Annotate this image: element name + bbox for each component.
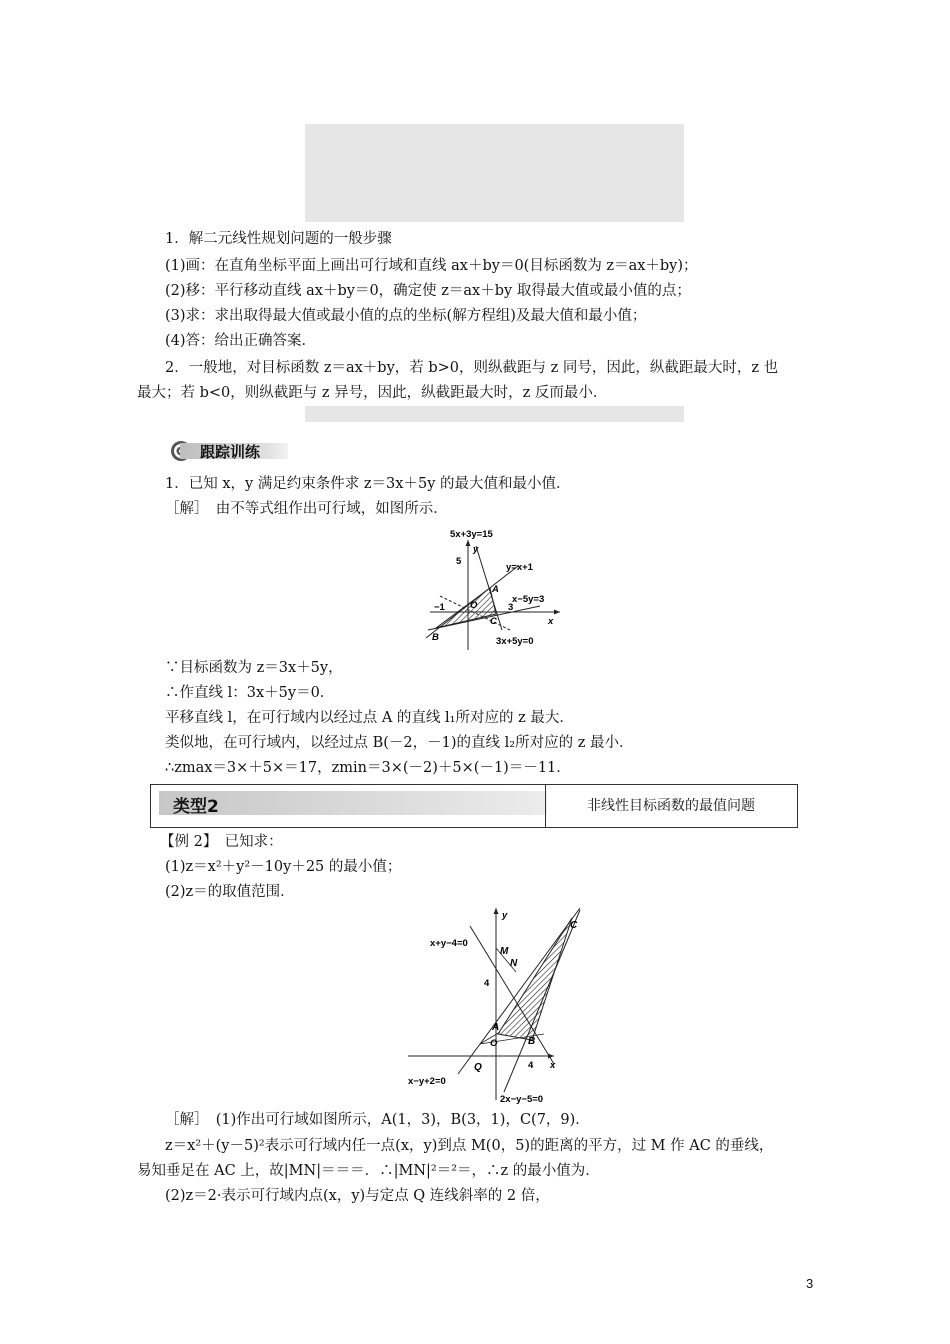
feasible-region-figure-1 <box>420 526 570 652</box>
example2-question-1: (1)z＝x²＋y²－10y＋25 的最小值； <box>165 859 402 875</box>
training-heading-text: 跟踪训练 <box>200 443 261 461</box>
label-B: B <box>528 1036 536 1047</box>
label-B: B <box>432 632 439 643</box>
label-yx1: y=x+1 <box>506 562 533 573</box>
label-3: 3 <box>508 602 514 613</box>
example2-label: 【例 2】 已知求： <box>160 834 283 850</box>
label-C: C <box>490 616 497 627</box>
line-xy2 <box>458 908 580 1074</box>
label-x5y3: x−5y=3 <box>512 594 545 605</box>
label-4-y: 4 <box>484 978 490 989</box>
example2-solution-3: 易知垂足在 AC 上，故|MN|＝＝＝．∴|MN|²＝²＝，∴z 的最小值为． <box>137 1163 600 1179</box>
label-O: O <box>490 1038 498 1049</box>
label-y-axis: y <box>473 544 479 555</box>
training-line-2: ∴作直线 l：3x＋5y＝0． <box>165 685 335 701</box>
type2-title: 非线性目标函数的最值问题 <box>587 798 755 814</box>
example2-solution-2: z＝x²＋(y－5)²表示可行域内任一点(x，y)到点 M(0，5)的距离的平方，过 M 作 AC 的垂线， <box>165 1138 774 1154</box>
type2-banner <box>150 784 798 828</box>
summary-point2-line2: 最大；若 b<0，则纵截距与 z 异号，因此，纵截距最大时，z 反而最小． <box>137 385 608 401</box>
label-2xy5: 2x−y−5=0 <box>500 1094 544 1104</box>
summary-step2: (2)移：平行移动直线 ax＋by＝0，确定使 z＝ax＋by 取得最大值或最小值的点； <box>165 283 691 299</box>
example2-question-2: (2)z＝的取值范围． <box>165 884 295 900</box>
summary-point2-line1: 2．一般地，对目标函数 z＝ax＋by，若 b>0，则纵截距与 z 同号，因此，纵截距最大时，z 也 <box>165 360 779 376</box>
label-xy2: x−y+2=0 <box>408 1076 446 1087</box>
feasible-region <box>498 918 572 1040</box>
example2-solution-4: (2)z＝2·表示可行域内点(x，y)与定点 Q 连线斜率的 2 倍， <box>165 1188 550 1204</box>
summary-step-title: 1．解二元线性规划问题的一般步骤 <box>165 231 392 247</box>
type2-badge-bar <box>159 791 547 815</box>
training-question-1: 1．已知 x，y 满足约束条件求 z＝3x＋5y 的最大值和最小值． <box>165 476 571 492</box>
label-Q: Q <box>474 1062 482 1073</box>
training-line-1: ∵目标函数为 z＝3x＋5y， <box>165 660 343 676</box>
training-solution-intro: ［解］ 由不等式组作出可行域，如图所示． <box>165 501 448 517</box>
label-minus1: −1 <box>434 602 445 613</box>
feasible-region-figure-2 <box>404 904 594 1104</box>
summary-step4: (4)答：给出正确答案． <box>165 333 317 349</box>
type2-badge: 类型2 <box>173 797 219 817</box>
label-y-axis: y <box>502 910 508 921</box>
label-O: O <box>470 600 478 611</box>
label-N: N <box>510 958 518 969</box>
formula-placeholder-top <box>305 124 684 222</box>
training-line-5: ∴zmax＝3×＋5×＝17，zmin＝3×(－2)＋5×(－1)＝－11． <box>165 760 571 776</box>
label-x-axis: x <box>550 1060 556 1071</box>
label-x-axis: x <box>548 616 554 627</box>
label-3x5y0: 3x+5y=0 <box>496 636 534 647</box>
summary-step1: (1)画：在直角坐标平面上画出可行域和直线 ax＋by＝0(目标函数为 z＝ax＋by)； <box>165 258 698 274</box>
label-M: M <box>500 946 509 957</box>
label-xy4: x+y−4=0 <box>430 938 468 949</box>
label-4-x: 4 <box>528 1060 534 1071</box>
label-5x3y15: 5x+3y=15 <box>450 529 493 540</box>
training-line-3: 平移直线 l，在可行域内以经过点 A 的直线 l₁所对应的 z 最大． <box>165 710 574 726</box>
label-A: A <box>492 1022 500 1033</box>
label-C: C <box>570 920 578 931</box>
training-heading <box>170 440 288 462</box>
separator-bar <box>305 406 684 422</box>
example2-solution-1: ［解］ (1)作出可行域如图所示，A(1，3)，B(3，1)，C(7，9)． <box>165 1112 590 1128</box>
training-line-4: 类似地，在可行域内，以经过点 B(－2，－1)的直线 l₂所对应的 z 最小． <box>165 735 634 751</box>
label-5: 5 <box>456 556 462 567</box>
summary-step3: (3)求：求出取得最大值或最小值的点的坐标(解方程组)及最大值和最小值； <box>165 308 647 324</box>
page-number: 3 <box>806 1276 814 1291</box>
label-A: A <box>492 584 499 595</box>
